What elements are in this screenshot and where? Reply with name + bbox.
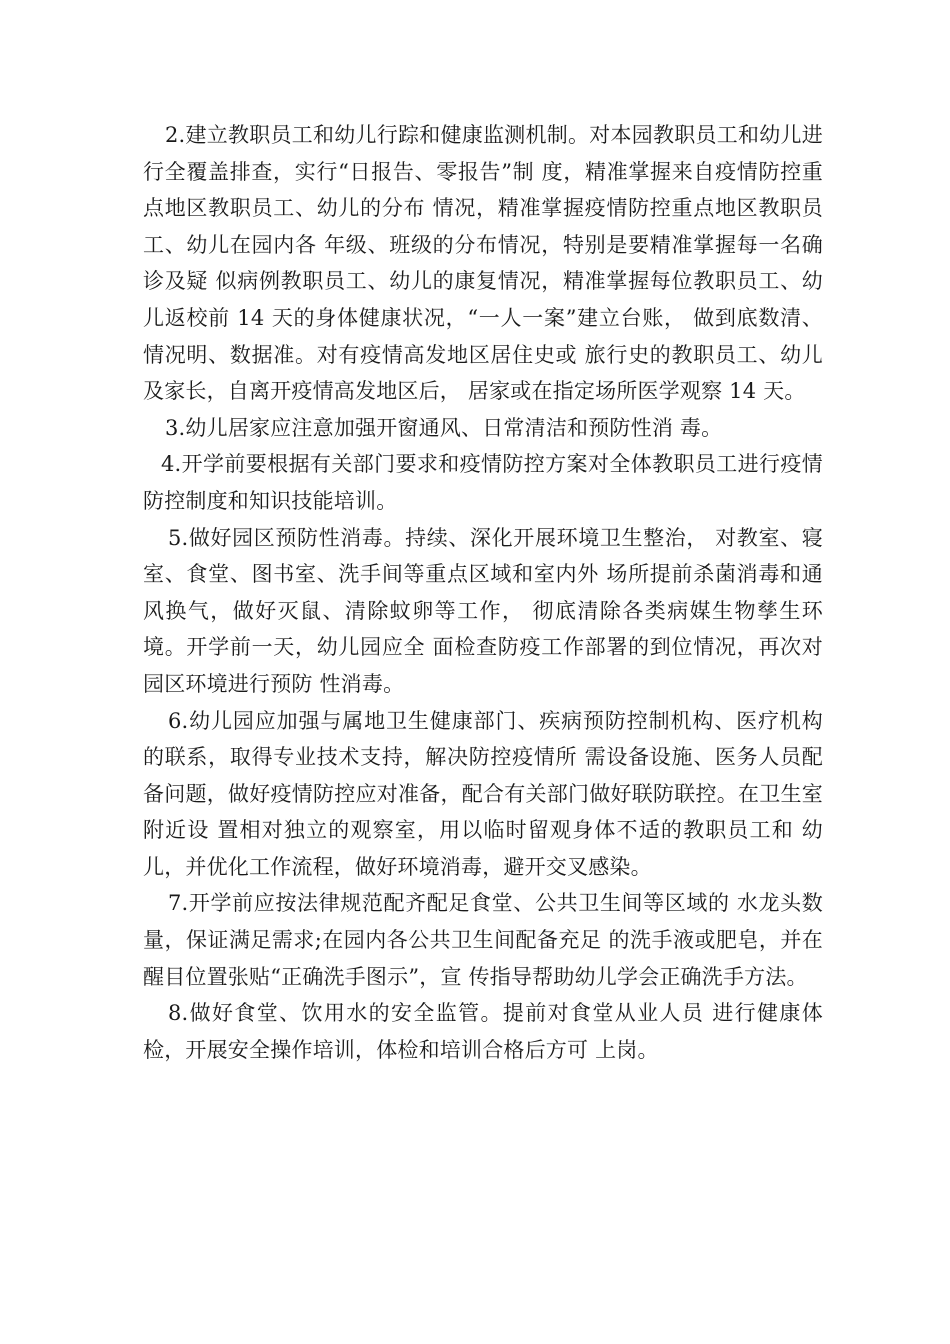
document-body xyxy=(143,117,823,1068)
paragraph-item-5: 5.做好园区预防性消毒。持续、深化开展环境卫生整治， 对教室、寝室、食堂、图书室、洗手间等重点区域和室内外 场所提前杀菌消毒和通风换气，做好灭鼠、清除蚊卵等工作， 彻底清除各类病媒生物孳生环境。开学前一天，幼儿园应全 面检查防疫工作部署的到位情况，再次对园区环境进行预防 性消毒。 xyxy=(143,525,823,696)
paragraph-item-2: 2.建立教职员工和幼儿行踪和健康监测机制。对本园教职员工和幼儿进行全覆盖排查，实行“日报告、零报告”制 度，精准掌握来自疫情防控重点地区教职员工、幼儿的分布 情况，精准掌握疫情防控重点地区教职员工、幼儿在园内各 年级、班级的分布情况，特别是要精准掌握每一名确诊及疑 似病例教职员工、幼儿的康复情况，精准掌握每位教职员工、幼儿返校前 14 天的身体健康状况，“一人一案”建立台账， 做到底数清、情况明、数据准。对有疫情高发地区居住史或 旅行史的教职员工、幼儿及家长，自离开疫情高发地区后， 居家或在指定场所医学观察 14 天。 xyxy=(143,123,823,404)
paragraph-item-7: 7.开学前应按法律规范配齐配足食堂、公共卫生间等区域的 水龙头数量，保证满足需求;在园内各公共卫生间配备充足 的洗手液或肥皂，并在醒目位置张贴“正确洗手图示”，宣 传指导帮助幼儿学会正确洗手方法。 xyxy=(143,891,823,989)
paragraph-item-6: 6.幼儿园应加强与属地卫生健康部门、疾病预防控制机构、医疗机构的联系，取得专业技术支持，解决防控疫情所 需设备设施、医务人员配备问题，做好疫情防控应对准备，配合有关部门做好联防联控。在卫生室附近设 置相对独立的观察室，用以临时留观身体不适的教职员工和 幼儿，并优化工作流程，做好环境消毒，避开交叉感染。 xyxy=(143,708,823,879)
paragraph-item-3: 3.幼儿居家应注意加强开窗通风、日常清洁和预防性消 毒。 xyxy=(165,415,723,440)
paragraph-item-4: 4.开学前要根据有关部门要求和疫情防控方案对全体教职员工进行疫情防控制度和知识技能培训。 xyxy=(143,452,823,513)
paragraph-item-8: 8.做好食堂、饮用水的安全监管。提前对食堂从业人员 进行健康体检，开展安全操作培训，体检和培训合格后方可 上岗。 xyxy=(143,1001,823,1062)
